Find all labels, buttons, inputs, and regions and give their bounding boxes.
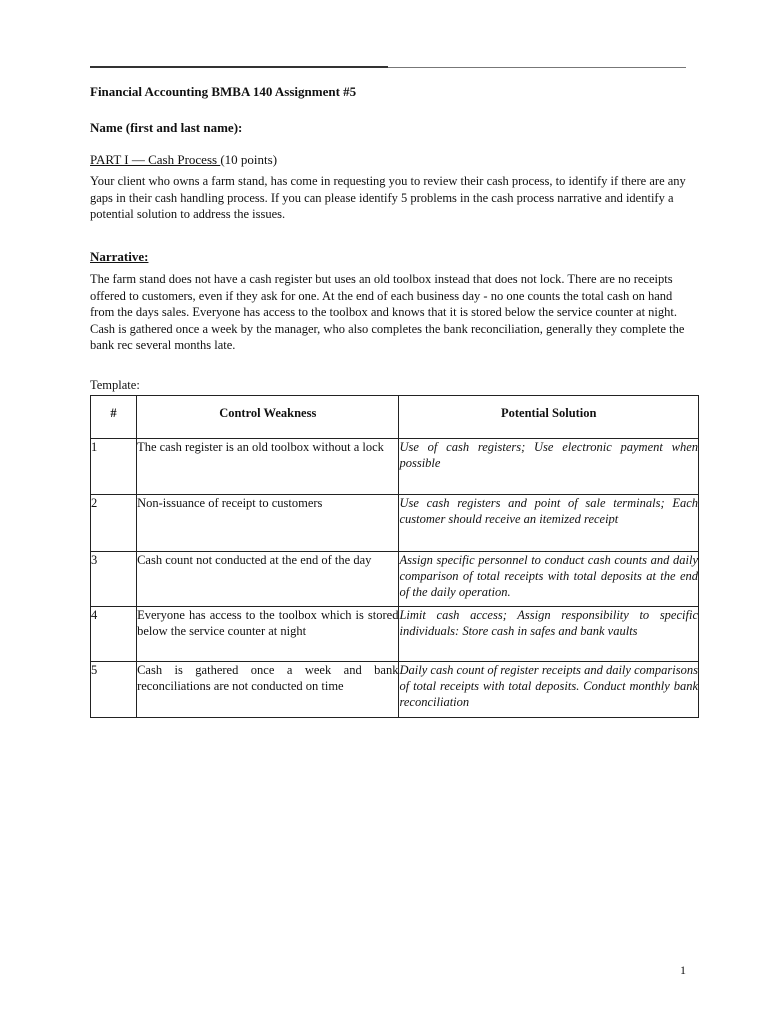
- row-weakness: The cash register is an old toolbox without a lock: [137, 439, 399, 495]
- part-heading: [90, 152, 277, 168]
- intro-paragraph: Your client who owns a farm stand, has come in requesting you to review their cash process, to identify if there are any gaps in their cash handling process. If you can please identify 5 problems in the cash process narrative and identify a potential solution to address the issues.: [90, 174, 686, 221]
- row-solution: Daily cash count of register receipts and daily comparisons of total receipts with total deposits. Conduct monthly bank reconciliation: [399, 662, 699, 718]
- page-number: 1: [680, 963, 686, 977]
- row-number: 4: [91, 607, 137, 662]
- row-weakness: Everyone has access to the toolbox which is stored below the service counter at night: [137, 607, 399, 662]
- name-label: Name (first and last name):: [90, 120, 243, 135]
- row-number: 5: [91, 662, 137, 718]
- row-number: 3: [91, 552, 137, 607]
- header-rule-left: [90, 66, 388, 68]
- narrative-paragraph: The farm stand does not have a cash register but uses an old toolbox instead that does not lock. There are no receipts offered to customers, even if they ask for one. At the end of each business day - no one counts the total cash on hand from the days sales. Everyone has access to the toolbox and knows that it is stored below the service counter at night. Cash is gathered once a week by the manager, who also completes the bank reconciliation, generally they complete the bank rec several months late.: [90, 272, 685, 352]
- header-number: #: [91, 396, 137, 439]
- table-row: [91, 439, 699, 495]
- row-solution: Use cash registers and point of sale terminals; Each customer should receive an itemized receipt: [399, 495, 699, 552]
- document-title: Financial Accounting BMBA 140 Assignment #5: [90, 84, 357, 99]
- header-rule-right: [388, 67, 686, 68]
- row-solution: Use of cash registers; Use electronic payment when possible: [399, 439, 699, 495]
- row-number: 2: [91, 495, 137, 552]
- row-number: 1: [91, 439, 137, 495]
- table-row: [91, 662, 699, 718]
- control-weakness-table: [90, 395, 699, 718]
- table-row: [91, 607, 699, 662]
- row-weakness: Cash is gathered once a week and bank reconciliations are not conducted on time: [137, 662, 399, 718]
- row-solution: Limit cash access; Assign responsibility to specific individuals: Store cash in safes and bank vaults: [399, 607, 699, 662]
- row-weakness: Non-issuance of receipt to customers: [137, 495, 399, 552]
- row-weakness: Cash count not conducted at the end of the day: [137, 552, 399, 607]
- template-label: Template:: [90, 378, 140, 392]
- table-row: [91, 495, 699, 552]
- row-solution: Assign specific personnel to conduct cash counts and daily comparison of total receipts with total deposits at the end of the daily operation.: [399, 552, 699, 607]
- narrative-heading: Narrative:: [90, 249, 149, 264]
- part-points: (10 points): [220, 152, 278, 167]
- header-control-weakness: Control Weakness: [137, 396, 399, 439]
- table-row: [91, 552, 699, 607]
- table-header-row: [91, 396, 699, 439]
- part-label: PART I — Cash Process: [90, 152, 221, 167]
- header-potential-solution: Potential Solution: [399, 396, 699, 439]
